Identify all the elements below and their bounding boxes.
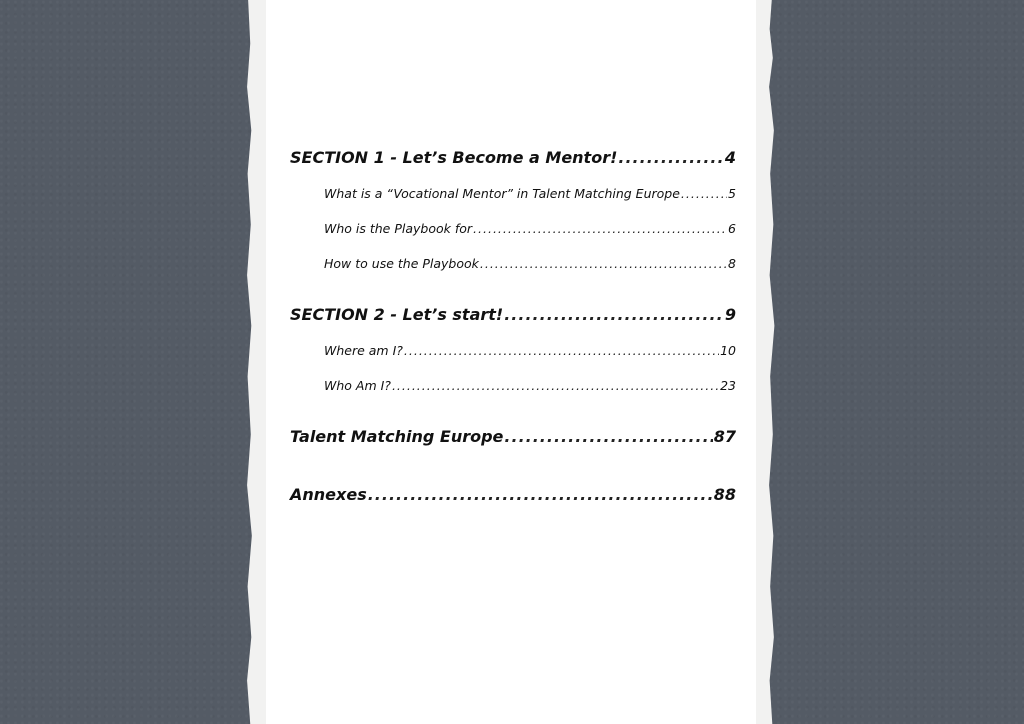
table-of-contents [290,148,736,513]
toc-leader-dots [618,148,723,167]
toc-entry-title: SECTION 1 - Let’s Become a Mentor! [290,148,618,167]
toc-leader-dots [368,485,713,504]
toc-entry-vocational-mentor[interactable] [290,186,736,206]
toc-leader-dots [392,378,719,393]
toc-leader-dots [404,343,719,358]
toc-entry-title: SECTION 2 - Let’s start! [290,305,504,324]
toc-entry-title: What is a “Vocational Mentor” in Talent Matching Europe [324,186,680,201]
toc-entry-title: Annexes [290,485,367,504]
toc-entry-page: 6 [728,221,736,236]
toc-leader-dots [504,305,724,324]
toc-leader-dots [480,256,727,271]
toc-entry-page: 9 [724,305,736,324]
toc-entry-talent-matching-europe[interactable] [290,427,736,455]
toc-leader-dots [473,221,727,236]
toc-entry-who-am-i[interactable] [290,378,736,398]
toc-entry-title: Where am I? [324,343,403,358]
toc-entry-page: 87 [713,427,736,446]
toc-entry-page: 5 [728,186,736,201]
toc-entry-page: 23 [720,378,736,393]
toc-entry-title: Talent Matching Europe [290,427,504,446]
toc-entry-how-to-use[interactable] [290,256,736,276]
toc-entry-section-2[interactable] [290,305,736,333]
toc-leader-dots [504,427,712,446]
toc-entry-page: 4 [724,148,736,167]
toc-entry-page: 10 [720,343,736,358]
toc-entry-title: Who Am I? [324,378,391,393]
toc-entry-where-am-i[interactable] [290,343,736,363]
toc-entry-playbook-for[interactable] [290,221,736,241]
toc-entry-page: 8 [728,256,736,271]
toc-entry-title: Who is the Playbook for [324,221,473,236]
toc-entry-section-1[interactable] [290,148,736,176]
toc-entry-title: How to use the Playbook [324,256,479,271]
toc-entry-annexes[interactable] [290,485,736,513]
toc-leader-dots [681,186,727,201]
toc-entry-page: 88 [713,485,736,504]
